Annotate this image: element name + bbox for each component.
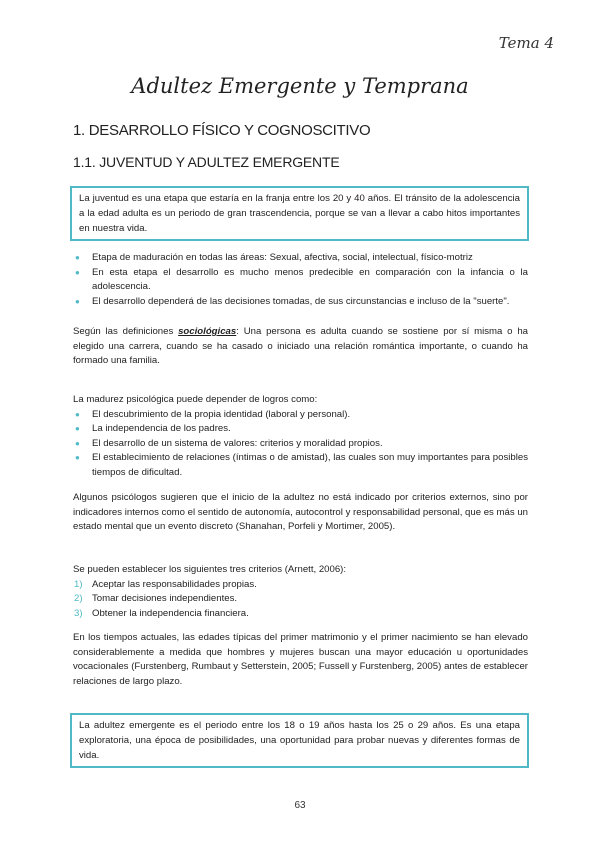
section-heading: 1. DESARROLLO FÍSICO Y COGNOSCITIVO: [73, 122, 371, 139]
list-item: [73, 578, 528, 593]
item-text: Aceptar las responsabilidades propias.: [92, 578, 257, 590]
list-item: ● El descubrimiento de la propia identidad (laboral y personal).: [73, 408, 528, 423]
intro-callout-box: La juventud es una etapa que estaría en la franja entre los 20 y 40 años. El tránsito de la adolescencia a la edad adulta es un periodo de gran trascendencia, porque se van a llevar a cabo hitos importantes en nuestra vida.: [70, 186, 529, 241]
emphasis-term: sociológicas: [178, 326, 237, 337]
page-number: 63: [294, 800, 306, 811]
list-item: ● En esta etapa el desarrollo es mucho menos predecible en comparación con la infancia o la adolescencia.: [73, 266, 528, 295]
subsection-heading: 1.1. JUVENTUD Y ADULTEZ EMERGENTE: [73, 154, 340, 170]
current-times-paragraph: En los tiempos actuales, las edades típicas del primer matrimonio y el primer nacimiento se han elevado considerablemente a medida que hombres y mujeres buscan una mayor educación u oportunidades vocacionales (Furstenberg, Rumbaut y Setterstein, 2005; Fussell y Furstenberg, 2005) antes de establecer relaciones de largo plazo.: [73, 632, 528, 687]
item-number: 1): [74, 578, 83, 590]
criteria-list: [73, 578, 528, 622]
maturity-section: [73, 393, 528, 481]
maturity-list: [73, 408, 528, 481]
maturity-intro: La madurez psicológica puede depender de logros como:: [73, 394, 318, 405]
item-text: Obtener la independencia financiera.: [92, 607, 249, 619]
list-item: ● El establecimiento de relaciones (íntimas o de amistad), las cuales son muy importantes para posibles tiempos de dificultad.: [73, 451, 528, 480]
list-item: [73, 592, 528, 607]
item-number: 3): [74, 607, 83, 619]
psychologists-paragraph: Algunos psicólogos sugieren que el inicio de la adultez no está indicado por criterios externos, sino por indicadores internos como el sentido de autonomía, autocontrol y responsabilidad personal, que es más un estado mental que un evento discreto (Shanahan, Porfeli y Mortimer, 2005).: [73, 492, 528, 533]
list-item: ● El desarrollo de un sistema de valores: criterios y moralidad propios.: [73, 437, 528, 452]
sociological-definition-paragraph: [73, 325, 528, 369]
topic-label: Tema 4: [498, 34, 554, 52]
criteria-intro: Se pueden establecer los siguientes tres criterios (Arnett, 2006):: [73, 564, 347, 575]
list-item: ● El desarrollo dependerá de las decisiones tomadas, de sus circunstancias e incluso de la "suerte".: [73, 295, 528, 310]
document-title: Adultez Emergente y Temprana: [131, 74, 469, 98]
list-item: [73, 607, 528, 622]
list-item: ● La independencia de los padres.: [73, 422, 528, 437]
definition-callout-box: La adultez emergente es el periodo entre los 18 o 19 años hasta los 25 o 29 años. Es una etapa exploratoria, una época de posibilidades, una oportunidad para probar nuevas y diferentes formas de vida.: [70, 713, 529, 768]
list-item: ● Etapa de maduración en todas las áreas: Sexual, afectiva, social, intelectual, físico-motriz: [73, 251, 528, 266]
characteristics-list: [73, 251, 528, 309]
item-text: Tomar decisiones independientes.: [92, 593, 238, 605]
criteria-section: [73, 563, 528, 621]
text-prefix: Según las definiciones: [73, 326, 179, 337]
item-number: 2): [74, 593, 83, 605]
text-suffix: : Una persona es adulta cuando se sostiene por sí misma o ha elegido una carrera, cuando se ha casado o iniciado una relación romántica importante, o cuando ha formado una familia.: [73, 326, 528, 367]
